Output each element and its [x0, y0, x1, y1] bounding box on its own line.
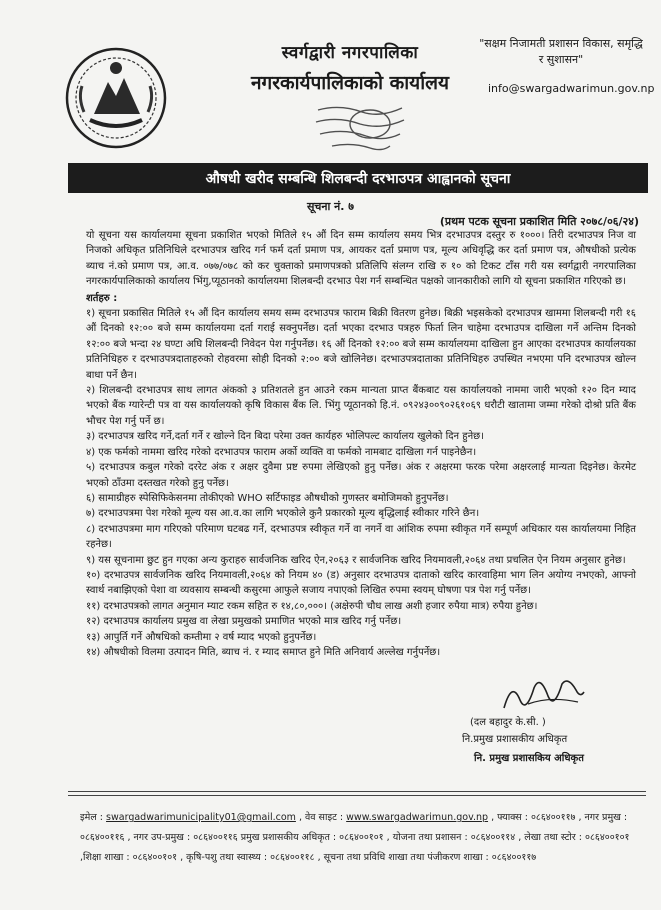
condition-item: १३) आपुर्ति गर्ने औषधिको कम्तीमा २ वर्ष म्याद भएको हुनुपर्नेछ। [86, 631, 317, 643]
office-name: नगरकार्यपालिकाको कार्यालय [250, 72, 450, 94]
notice-title: औषधी खरीद सम्बन्धि शिलबन्दी दरभाउपत्र आह्वानको सूचना [68, 163, 648, 193]
notice-body [86, 228, 636, 660]
mayor-number: ०८६४००११६ [80, 832, 125, 843]
signatory-title: नि.प्रमुख प्रशासकीय अधिकृत [462, 734, 568, 745]
footer-email-link[interactable]: swargadwarimunicipality01@gmail.com [106, 812, 296, 823]
condition-item: ९) यस सूचनामा छुट हुन गएका अन्य कुराहरु सार्वजनिक खरिद ऐन,२०६३ र सार्वजनिक खरिद नियमावली,२०६४ तथा प्रचलित ऐन नियम अनुसार हुनेछ। [86, 554, 626, 566]
fax-label: , फ्याक्स : [491, 812, 528, 823]
condition-item: २) शिलबन्दी दरभाउपत्र साथ लागत अंकको ३ प्रतिशतले हुन आउने रकम मान्यता प्राप्त बैंकबाट यस कार्यालयको नाममा जारी भएको १२० दिन म्याद भएको बैंक ग्यारेन्टी पत्र वा यस कार्यालयको कृषि विकास बैंक लि. भिंगु प्यूठानको हि.नं. ०९२४३००९०२६१०६९ धरौटी खातामा जम्मा गरेको दोश्रो प्रति बैंक भौचर पेश गर्नु पर्ने छ। [86, 385, 636, 427]
email-label: इमेल : [80, 812, 104, 823]
planning-label: , योजना तथा प्रशासन : [386, 832, 468, 843]
education-label: ,शिक्षा शाखा : [80, 852, 130, 863]
agri-label: , कृषि-पशु तथा स्वास्थ्य : [180, 852, 268, 863]
footer-divider [68, 791, 646, 792]
deputy-number: ०८६४००११६ [193, 832, 238, 843]
notice-number: सूचना नं. ७ [306, 200, 355, 213]
condition-item: ११) दरभाउपत्रको लागत अनुमान म्याट रकम सहित रु १४,८०,०००। (अक्षेरुपी चौध लाख अशी हजार रुपैया मात्र) रुपैया हुनेछ। [86, 600, 538, 612]
signatory-name: (दल बहादुर के.सी. ) [470, 717, 546, 728]
slogan: "सक्षम निजामती प्रशासन विकास, समृद्धि र सुशासन" [479, 37, 643, 66]
cao-number: ०८६४००१०१ [339, 832, 384, 843]
website-label: , वेव साइट : [298, 812, 344, 823]
municipality-name: स्वर्गद्वारी नगरपालिका [281, 43, 419, 63]
it-label: , सूचना तथा प्रविधि शाखा तथा पंजीकरण शाखा : [317, 852, 489, 863]
accounts-number: ०८६४००१०१ [585, 832, 630, 843]
condition-item: ६) सामाग्रीहरु स्पेसिफिकेसनमा तोकीएको WHO सर्टिफाइड औषधीको गुणस्तर बमोजिमको हुनुपर्नेछ। [86, 492, 449, 504]
office-email: info@swargadwarimun.gov.np [488, 82, 655, 95]
agri-number: ०८६४००११८ [270, 852, 315, 863]
conditions-list [86, 306, 636, 660]
signature-icon [498, 670, 588, 718]
intro-paragraph: यो सूचना यस कार्यालयमा सूचना प्रकाशित भएको मितिले १५ औं दिन सम्म कार्यालय समय भित्र दरभाउपत्र दस्तुर रु १०००। तिरी दरभाउपत्र निज वा निजको अधिकृत प्रतिनिधिले दरभाउपत्र खरिद गर्न फर्म दर्ता प्रमाण पत्र, आयकर दर्ता प्रमाण पत्र, मूल्य अधिवृद्धि कर दर्ता प्रमाण पत्र, औषधीको प्रत्येक ब्याच नं.को प्रमाण पत्र, आ.व. ०७७/०७८ को कर चुक्ताको प्रमाणपत्रको प्रतिलिपि संलग्न राखि रु १० को टिकट टाँस गरी यस स्वर्गद्वारी नगरपालिका नगरकार्यपालिकाको कार्यालय भिंगु,प्यूठानको कार्यालयमा शिलबन्दी दरभाउ पेश गर्न सम्बन्धित पक्षको जानकारीको लागि यो सूचना प्रकाशित गरिएको छ। [86, 230, 636, 288]
accounts-label: , लेखा तथा स्टोर : [518, 832, 582, 843]
fax-number: ०८६४००११७ [530, 812, 576, 823]
condition-item: ३) दरभाउपत्र खरिद गर्ने,दर्ता गर्ने र खोल्ने दिन बिदा परेमा उक्त कार्यहरु भोलिपल्ट कार्यालय खुलेको दिन हुनेछ। [86, 431, 484, 443]
planning-number: ०८६४००११४ [470, 832, 516, 843]
conditions-heading: शर्तहरु : [86, 292, 118, 304]
condition-item: १४) औषधीको विलमा उत्पादन मिति, ब्याच नं. र म्याद समाप्त हुने मिति अनिवार्य अल्लेख गर्नुपर्नेछ। [86, 646, 441, 658]
cao-label: प्रमुख प्रशासकीय अधिकृत : [240, 832, 337, 843]
signatory-stamp-title: नि. प्रमुख प्रशासकिय अधिकृत [474, 753, 584, 764]
mayor-label: , नगर प्रमुख : [578, 812, 628, 823]
contact-footer [80, 808, 650, 868]
publish-date: (प्रथम पटक सूचना प्रकाशित मिति २०७८/०६/२४) [439, 215, 639, 228]
condition-item: ८) दरभाउपत्रमा माग गरिएको परिमाण घटबढ गर्ने, दरभाउपत्र स्वीकृत गर्ने वा नगर्ने वा आंशिक रुपमा स्वीकृत गर्ने सम्पूर्ण अधिकार यस कार्यालयमा निहित रहनेछ। [86, 523, 636, 551]
footer-divider [68, 795, 646, 796]
nepal-emblem-icon [64, 46, 168, 150]
letterhead [220, 40, 480, 95]
it-number: ०८६४००११७ [491, 852, 537, 863]
condition-item: १०) दरभाउपत्र सार्वजनिक खरिद नियमावली,२०६४ को नियम ४० (ड) अनुसार दरभाउपत्र दाताको खरिद कारवाहिमा भाग लिन अयोग्य नभएको, आफ्नो स्वार्थ नबाझिएको पेशा वा व्यवसाय सम्बन्धी कसुरमा आफुले सजाय नपाएको लिखित रुपमा स्वयम् घोषणा पत्र पेश गर्नु पर्नेछ। [86, 569, 636, 597]
condition-item: ५) दरभाउपत्र कबुल गरेको दररेट अंक र अक्षर दुवैमा प्रष्ट रुपमा लेखिएको हुनु पर्नेछ। अंक र अक्षरमा फरक परेमा अक्षरलाई मान्यता दिइनेछ। केरमेट भएको ठाँउमा दस्तखत गरेको हुनु पर्नेछ। [86, 462, 636, 489]
footer-website-link[interactable]: www.swargadwarimun.gov.np [346, 812, 489, 823]
municipality-stamp-icon [310, 100, 410, 160]
condition-item: १२) दरभाउपत्र कार्यालय प्रमुख वा लेखा प्रमुखको प्रमाणित भएको मात्र खरिद गर्नु पर्नेछ। [86, 616, 402, 628]
condition-item: ४) एक फर्मको नाममा खरिद गरेको दरभाउपत्र फाराम अर्को व्यक्ति वा फर्मको नामबाट दाखिला गर्न पाइनेछैन। [86, 446, 477, 458]
deputy-label: , नगर उप-प्रमुख : [127, 832, 191, 843]
education-number: ०८६४००१०१ [132, 852, 178, 863]
condition-item: १) सूचना प्रकासित मितिले १५ औं दिन कार्यालय समय सम्म दरभाउपत्र फाराम बिक्री वितरण हुनेछ। बिक्री भइसकेको दरभाउपत्र खाममा शिलबन्दी गरी १६ औं दिनको १२:०० बजे सम्म कार्यालयमा दर्ता गराई सक्नुपर्नेछ। दर्ता भएका दरभाउ पत्रहरु फिर्ता लिन चाहेमा दरभाउपत्र दाखिला गर्ने अन्तिम दिनको १२:०० बजे भन्दा २४ घण्टा अघि शिलबन्दी निवेदन पेश गर्नुपर्नेछ। १६ औं दिनको १२:०० बजे सम्म कार्यालयमा दाखिला हुन आएका दरभाउपत्र कार्यालयका प्रतिनिधिहरु र दरभाउपत्रदाताहरुको रोहवरमा सोही दिनको २:०० बजे खोलिनेछ। दरभाउपत्रदाताका प्रतिनिधिहरु उपस्थित नभएमा पनि दरभाउपत्र खोल्न बाधा पर्ने छैन। [86, 308, 636, 381]
condition-item: ७) दरभाउपत्रमा पेश गरेको मूल्य यस आ.व.का लागि भएकोले कुनै प्रकारको मूल्य बृद्धिलाई स्वीकार गरिने छैन। [86, 508, 480, 520]
